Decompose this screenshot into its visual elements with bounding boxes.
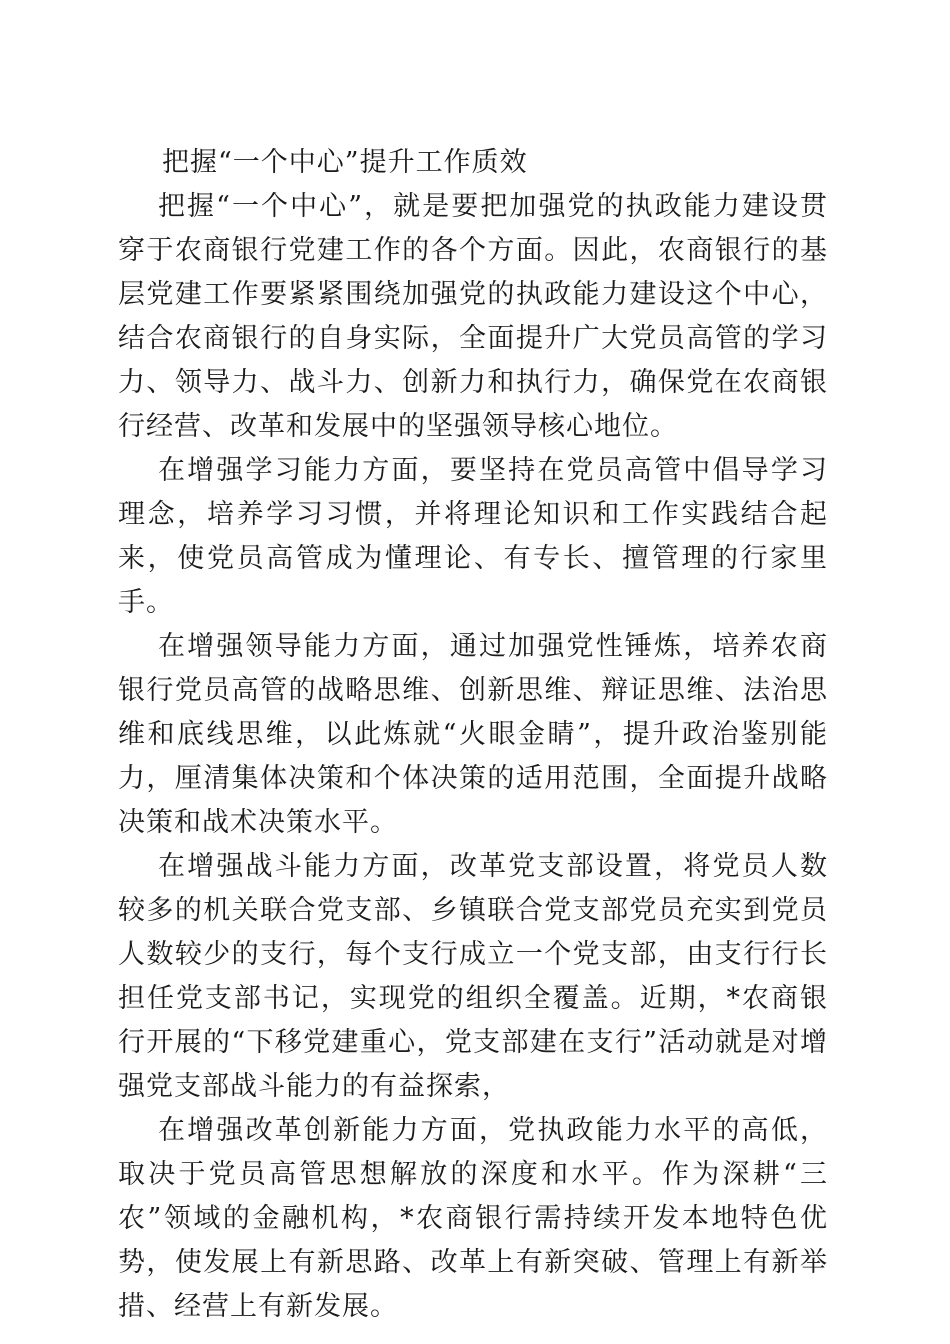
paragraph-learning: 在增强学习能力方面，要坚持在党员高管中倡导学习理念，培养学习习惯，并将理论知识和工作实践结合起来，使党员高管成为懂理论、有专长、擅管理的行家里手。 — [118, 455, 828, 618]
paragraph-innovation: 在增强改革创新能力方面，党执政能力水平的高低，取决于党员高管思想解放的深度和水平。作为深耕“三农”领域的金融机构，*农商银行需持续开发本地特色优势，使发展上有新思路、改革上有新突破、管理上有新举措、经营上有新发展。 — [118, 1115, 828, 1322]
paragraph-leadership: 在增强领导能力方面，通过加强党性锤炼，培养农商银行党员高管的战略思维、创新思维、辩证思维、法治思维和底线思维，以此炼就“火眼金睛”，提升政治鉴别能力，厘清集体决策和个体决策的适用范围，全面提升战略决策和战术决策水平。 — [118, 631, 828, 838]
section-heading: 把握“一个中心”提升工作质效 — [162, 147, 528, 178]
paragraph-intro: 把握“一个中心”，就是要把加强党的执政能力建设贯穿于农商银行党建工作的各个方面。因此，农商银行的基层党建工作要紧紧围绕加强党的执政能力建设这个中心，结合农商银行的自身实际，全面提升广大党员高管的学习力、领导力、战斗力、创新力和执行力，确保党在农商银行经营、改革和发展中的坚强领导核心地位。 — [118, 191, 828, 442]
paragraph-combat: 在增强战斗能力方面，改革党支部设置，将党员人数较多的机关联合党支部、乡镇联合党支部党员充实到党员人数较少的支行，每个支行成立一个党支部，由支行行长担任党支部书记，实现党的组织全覆盖。近期，*农商银行开展的“下移党建重心，党支部建在支行”活动就是对增强党支部战斗能力的有益探索， — [118, 851, 828, 1102]
document-body — [118, 141, 828, 1329]
